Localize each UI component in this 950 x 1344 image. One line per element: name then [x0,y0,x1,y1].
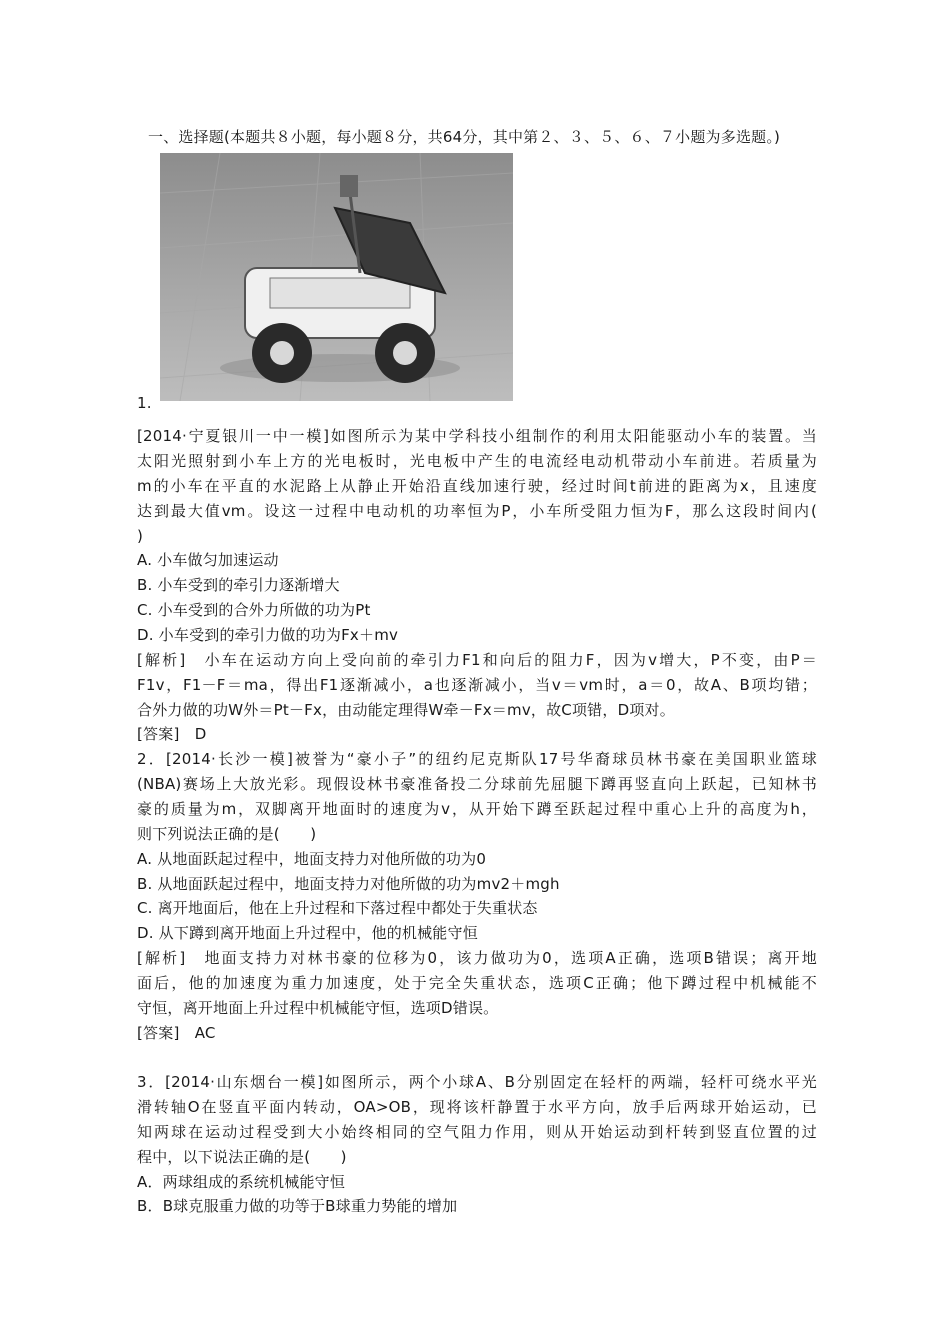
question-3-stem-line: 3．[2014·山东烟台一模]如图所示，两个小球A、B分别固定在轻杆的两端，轻杆可绕水平光 [137,1073,817,1091]
question-1-analysis-line: F1v，F1－F＝ma，得出F1逐渐减小，a也逐渐减小，当v＝vm时，a＝0，故A、B项均错； [137,676,817,694]
question-3-stem-line: 知两球在运动过程受到大小始终相同的空气阻力作用，则从开始运动到杆转到竖直位置的过 [137,1123,817,1141]
question-2-stem-line: 则下列说法正确的是( ) [137,825,317,843]
question-2-stem-line: 豪的质量为m，双脚离开地面时的速度为v，从开始下蹲至跃起过程中重心上升的高度为h， [137,800,817,818]
question-3-stem-line: 滑转轴O在竖直平面内转动，OA>OB，现将该杆静置于水平方向，放手后两球开始运动，已 [137,1098,817,1116]
question-2-analysis-line: 守恒，离开地面上升过程中机械能守恒，选项D错误。 [137,999,499,1017]
question-1-stem-line: [2014·宁夏银川一中一模]如图所示为某中学科技小组制作的利用太阳能驱动小车的装置。当 [137,427,817,445]
section-header: 一、选择题(本题共８小题，每小题８分，共64分，其中第２、３、５、６、７小题为多选题。) [148,128,781,146]
question-1-analysis-line: 合外力做的功W外＝Pt－Fx，由动能定理得W牵－Fx＝mv，故C项错，D项对。 [137,701,675,719]
question-2-option-a: A. 从地面跃起过程中，地面支持力对他所做的功为0 [137,850,487,868]
question-1-option-d: D. 小车受到的牵引力做的功为Fx＋mv [137,626,399,644]
question-2-analysis-line: [解析] 地面支持力对林书豪的位移为0，该力做功为0，选项A正确，选项B错误；离开地 [137,949,817,967]
question-1-answer: [答案] D [137,725,207,743]
question-3-stem-line: 程中，以下说法正确的是( ) [137,1148,347,1166]
question-2-option-c: C. 离开地面后，他在上升过程和下落过程中都处于失重状态 [137,899,538,917]
question-1-stem-line: 太阳光照射到小车上方的光电板时，光电板中产生的电流经电动机带动小车前进。若质量为 [137,452,817,470]
question-1-analysis-line: [解析] 小车在运动方向上受向前的牵引力F1和向后的阻力F，因为v增大，P不变，由P＝ [137,651,817,669]
solar-car-photo [160,153,513,401]
question-2-option-b: B. 从地面跃起过程中，地面支持力对他所做的功为mv2＋mgh [137,875,560,893]
question-3-option-a: A．两球组成的系统机械能守恒 [137,1173,346,1191]
question-1-option-b: B. 小车受到的牵引力逐渐增大 [137,576,340,594]
solar-car-illustration [160,153,513,401]
question-1-option-c: C. 小车受到的合外力所做的功为Pt [137,601,371,619]
question-1-number: 1. [137,394,152,412]
question-3-option-b: B．B球克服重力做的功等于B球重力势能的增加 [137,1197,458,1215]
question-2-option-d: D. 从下蹲到离开地面上升过程中，他的机械能守恒 [137,924,478,942]
question-1-option-a: A. 小车做匀加速运动 [137,551,279,569]
question-2-analysis-line: 面后，他的加速度为重力加速度，处于完全失重状态，选项C正确；他下蹲过程中机械能不 [137,974,817,992]
question-2-stem-line: 2．[2014·长沙一模]被誉为“豪小子”的纽约尼克斯队17号华裔球员林书豪在美国职业篮球 [137,750,817,768]
question-1-stem-line: ) [137,527,144,545]
question-1-stem-line: 达到最大值vm。设这一过程中电动机的功率恒为P，小车所受阻力恒为F，那么这段时间内( [137,502,817,520]
question-1-stem-line: m的小车在平直的水泥路上从静止开始沿直线加速行驶，经过时间t前进的距离为x，且速度 [137,477,817,495]
question-2-stem-line: (NBA)赛场上大放光彩。现假设林书豪准备投二分球前先屈腿下蹲再竖直向上跃起，已知林书 [137,775,817,793]
question-2-answer: [答案] AC [137,1024,216,1042]
